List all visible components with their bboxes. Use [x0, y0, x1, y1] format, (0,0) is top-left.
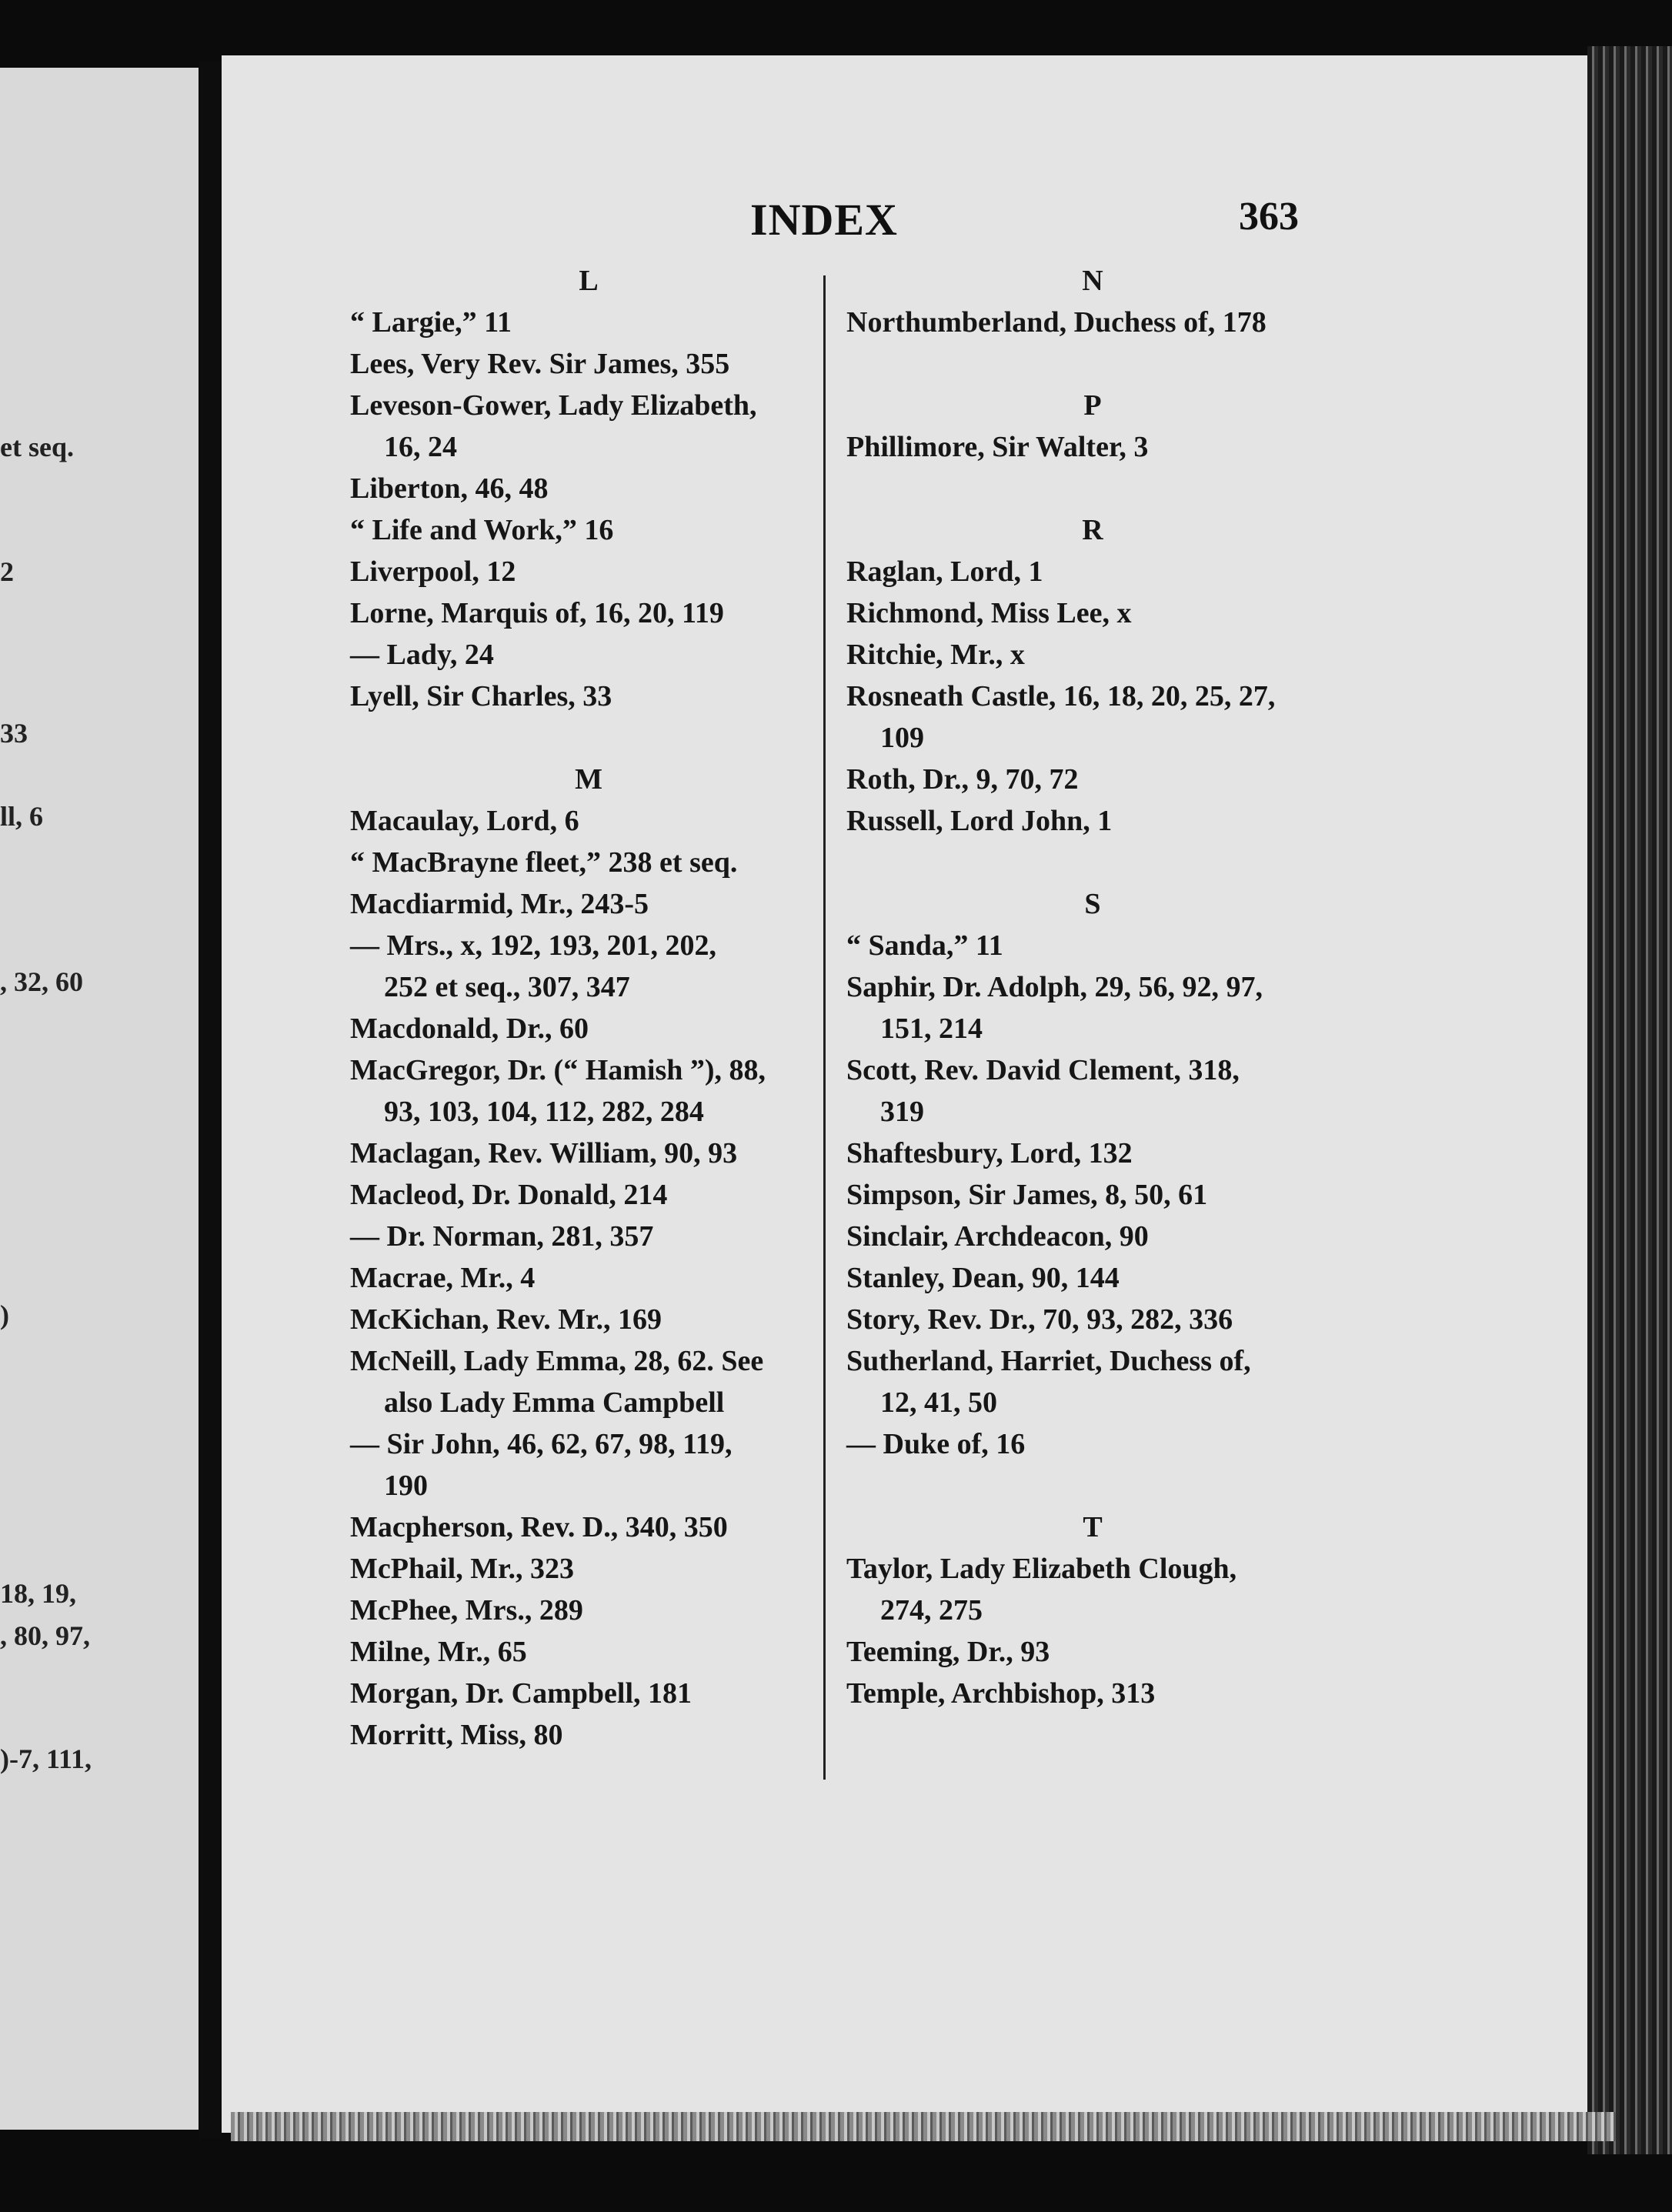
index-entry: — Sir John, 46, 62, 67, 98, 119, — [350, 1428, 733, 1460]
index-entry: Phillimore, Sir Walter, 3 — [846, 431, 1149, 463]
section-letter: T — [1083, 1511, 1103, 1543]
section-letter: M — [575, 763, 602, 796]
index-entry: — Lady, 24 — [350, 639, 494, 671]
index-entry: — Mrs., x, 192, 193, 201, 202, — [350, 929, 717, 962]
index-entry: “ Sanda,” 11 — [846, 929, 1003, 962]
running-title: INDEX — [750, 195, 898, 245]
index-entry: Macdiarmid, Mr., 243-5 — [350, 888, 649, 920]
index-entry: “ Life and Work,” 16 — [350, 514, 614, 546]
section-gap — [846, 842, 1339, 883]
index-entry: Taylor, Lady Elizabeth Clough, — [846, 1553, 1237, 1585]
facing-page-fragment — [0, 68, 199, 2130]
facing-page-text: 2 — [0, 556, 14, 587]
index-entry: Story, Rev. Dr., 70, 93, 282, 336 — [846, 1303, 1233, 1336]
index-entry: MacGregor, Dr. (“ Hamish ”), 88, — [350, 1054, 766, 1086]
index-entry: Macdonald, Dr., 60 — [350, 1013, 589, 1045]
index-entry: — Duke of, 16 — [846, 1428, 1026, 1460]
index-entry: Sutherland, Harriet, Duchess of, — [846, 1345, 1251, 1377]
facing-page-text: 33 — [0, 718, 28, 749]
index-entry: Lorne, Marquis of, 16, 20, 119 — [350, 597, 724, 629]
index-entry: Raglan, Lord, 1 — [846, 556, 1043, 588]
facing-page-text: , 80, 97, — [0, 1620, 90, 1651]
index-entry: Lees, Very Rev. Sir James, 355 — [350, 348, 730, 380]
index-entry: McPhail, Mr., 323 — [350, 1553, 574, 1585]
index-entry-continuation: 190 — [384, 1470, 428, 1502]
index-entry: McPhee, Mrs., 289 — [350, 1594, 583, 1626]
index-entry: Milne, Mr., 65 — [350, 1636, 527, 1668]
index-entry: Saphir, Dr. Adolph, 29, 56, 92, 97, — [846, 971, 1263, 1003]
facing-page-text: , 32, 60 — [0, 966, 83, 997]
book-spine — [199, 62, 222, 2139]
facing-page-text: )-7, 111, — [0, 1743, 92, 1774]
index-entry-continuation: 16, 24 — [384, 431, 457, 463]
section-gap — [846, 468, 1339, 509]
index-entry-continuation: 93, 103, 104, 112, 282, 284 — [384, 1096, 704, 1128]
facing-page-text: et seq. — [0, 432, 74, 462]
facing-page-text: ll, 6 — [0, 801, 44, 832]
section-letter: P — [1083, 389, 1102, 422]
index-entry: Teeming, Dr., 93 — [846, 1636, 1050, 1668]
page-number: 363 — [1239, 195, 1299, 239]
index-entry: Sinclair, Archdeacon, 90 — [846, 1220, 1149, 1253]
column-divider — [823, 275, 826, 1780]
section-letter: R — [1082, 514, 1103, 546]
index-entry: Leveson-Gower, Lady Elizabeth, — [350, 389, 757, 422]
index-column-right — [846, 260, 1339, 1714]
index-entry: Rosneath Castle, 16, 18, 20, 25, 27, — [846, 680, 1276, 712]
index-entry: Maclagan, Rev. William, 90, 93 — [350, 1137, 738, 1169]
index-entry-continuation: 151, 214 — [880, 1013, 983, 1045]
section-letter: S — [1084, 888, 1101, 920]
index-entry-continuation: 12, 41, 50 — [880, 1386, 997, 1419]
section-letter: N — [1082, 265, 1103, 297]
index-entry: “ Largie,” 11 — [350, 306, 512, 339]
index-entry: McNeill, Lady Emma, 28, 62. See — [350, 1345, 764, 1377]
index-entry: Temple, Archbishop, 313 — [846, 1677, 1156, 1710]
index-entry: Macrae, Mr., 4 — [350, 1262, 536, 1294]
index-entry: Simpson, Sir James, 8, 50, 61 — [846, 1179, 1208, 1211]
index-entry: — Dr. Norman, 281, 357 — [350, 1220, 654, 1253]
index-entry: Roth, Dr., 9, 70, 72 — [846, 763, 1079, 796]
index-entry: Stanley, Dean, 90, 144 — [846, 1262, 1120, 1294]
index-entry: Macleod, Dr. Donald, 214 — [350, 1179, 668, 1211]
index-entry: Macaulay, Lord, 6 — [350, 805, 579, 837]
facing-page-text: 18, 19, — [0, 1578, 76, 1609]
index-entry: McKichan, Rev. Mr., 169 — [350, 1303, 662, 1336]
index-entry-continuation: 109 — [880, 722, 924, 754]
section-letter: L — [579, 265, 599, 297]
index-entry: Liverpool, 12 — [350, 556, 516, 588]
section-gap — [350, 717, 827, 759]
index-entry-continuation: 252 et seq., 307, 347 — [384, 971, 630, 1003]
index-entry: Shaftesbury, Lord, 132 — [846, 1137, 1133, 1169]
facing-page-text: ) — [0, 1300, 9, 1330]
index-entry-continuation: also Lady Emma Campbell — [384, 1386, 725, 1419]
index-entry: “ MacBrayne fleet,” 238 et seq. — [350, 846, 738, 879]
index-entry: Morgan, Dr. Campbell, 181 — [350, 1677, 692, 1710]
index-entry: Morritt, Miss, 80 — [350, 1719, 563, 1751]
index-entry: Liberton, 46, 48 — [350, 472, 549, 505]
index-entry: Ritchie, Mr., x — [846, 639, 1025, 671]
page-edge — [1587, 46, 1672, 2154]
section-gap — [846, 1465, 1339, 1506]
page-bottom-edge — [231, 2112, 1616, 2141]
index-entry-continuation: 274, 275 — [880, 1594, 983, 1626]
section-gap — [846, 343, 1339, 385]
index-entry: Richmond, Miss Lee, x — [846, 597, 1132, 629]
index-entry: Macpherson, Rev. D., 340, 350 — [350, 1511, 728, 1543]
index-column-left — [350, 260, 827, 1756]
index-entry: Russell, Lord John, 1 — [846, 805, 1113, 837]
index-entry-continuation: 319 — [880, 1096, 924, 1128]
index-entry: Scott, Rev. David Clement, 318, — [846, 1054, 1240, 1086]
index-entry: Northumberland, Duchess of, 178 — [846, 306, 1267, 339]
index-entry: Lyell, Sir Charles, 33 — [350, 680, 612, 712]
